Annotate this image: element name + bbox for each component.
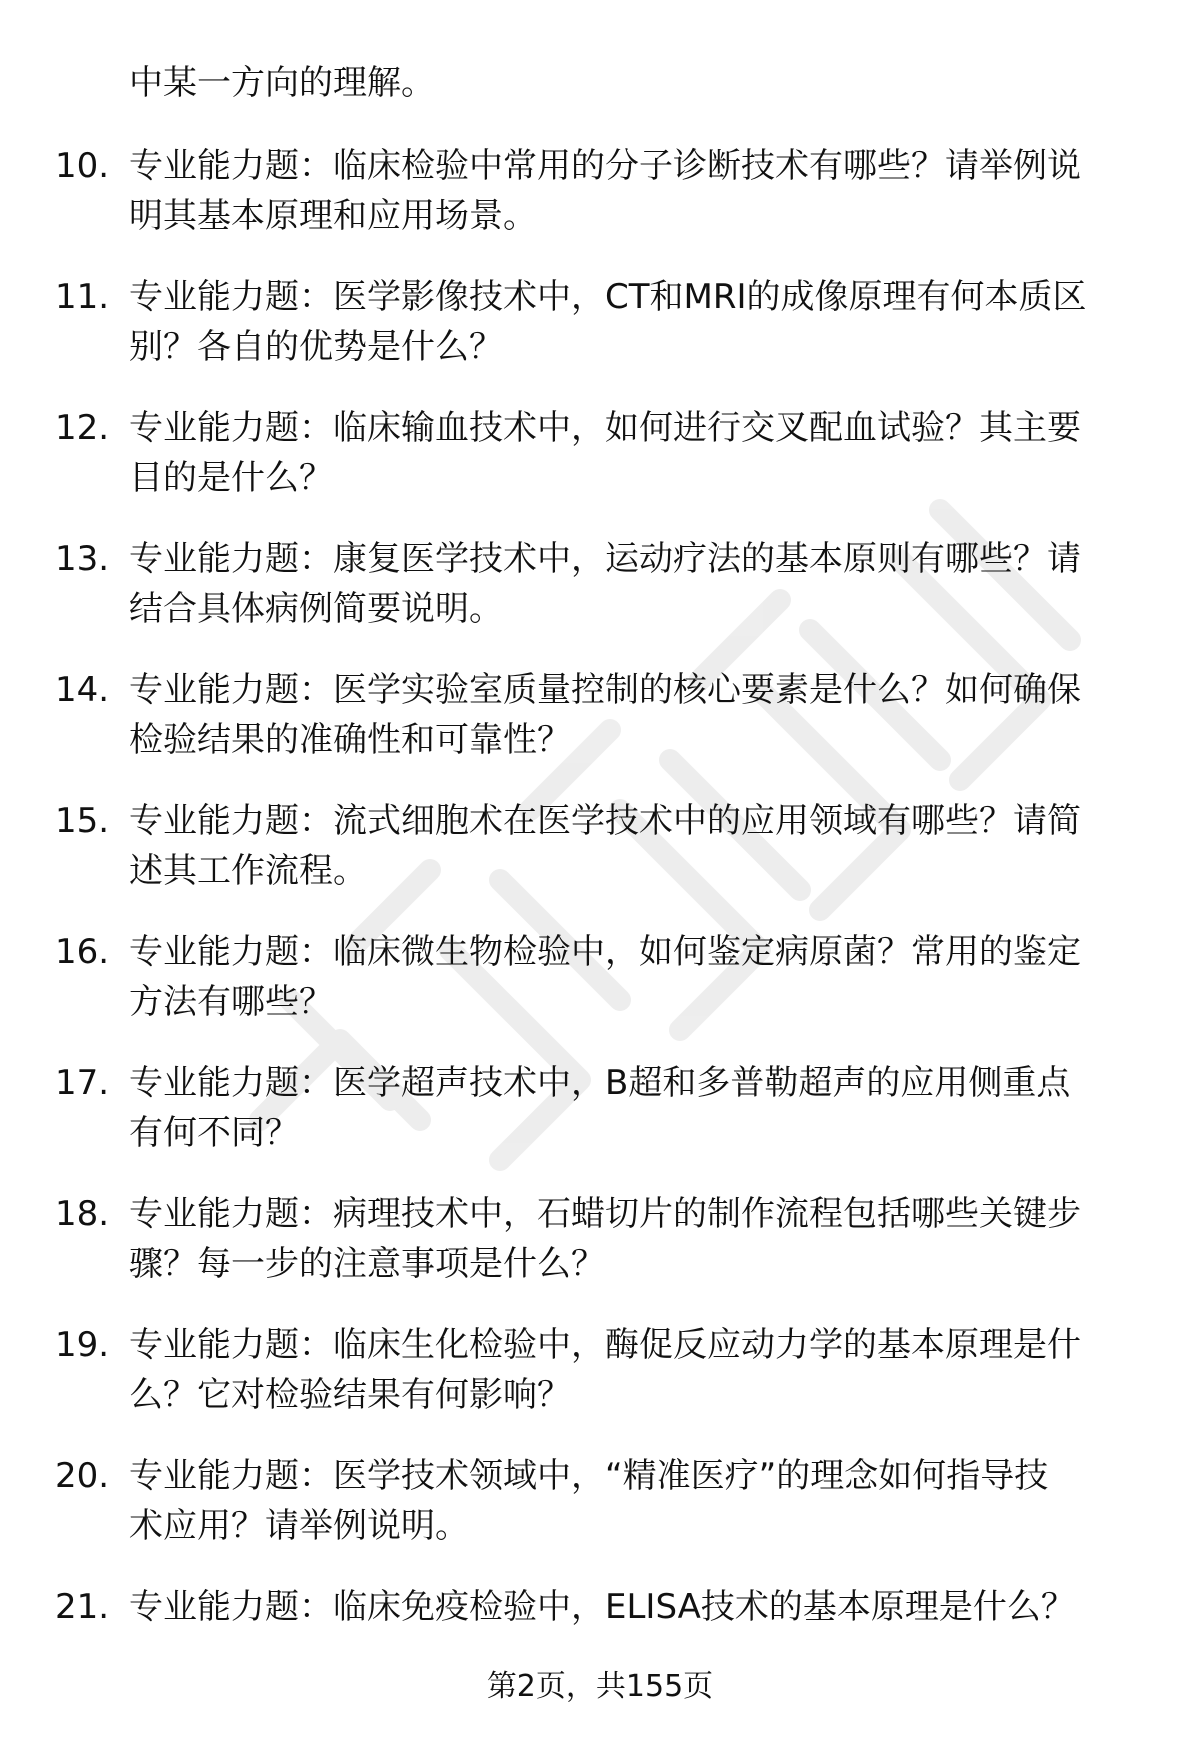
question-line: 专业能力题：医学超声技术中，B超和多普勒超声的应用侧重点 bbox=[129, 1063, 1071, 1103]
question-line: 专业能力题：康复医学技术中，运动疗法的基本原则有哪些？请 bbox=[129, 539, 1081, 579]
question-line: 骤？每一步的注意事项是什么？ bbox=[129, 1244, 605, 1284]
question-number: 10. bbox=[55, 146, 110, 186]
question-text bbox=[129, 1189, 1154, 1289]
question-line: 有何不同？ bbox=[129, 1113, 299, 1153]
question-line: 么？它对检验结果有何影响？ bbox=[129, 1375, 571, 1415]
question-number: 11. bbox=[55, 277, 110, 317]
question-text bbox=[129, 141, 1154, 241]
question-list bbox=[0, 141, 1200, 1713]
question-text bbox=[129, 1058, 1154, 1158]
question-text bbox=[129, 403, 1154, 503]
list-item bbox=[0, 927, 1200, 1058]
list-item bbox=[0, 534, 1200, 665]
list-item bbox=[0, 272, 1200, 403]
question-text bbox=[129, 796, 1154, 896]
question-line: 专业能力题：临床免疫检验中，ELISA技术的基本原理是什么？ bbox=[129, 1587, 1075, 1627]
question-line: 专业能力题：医学技术领域中，“精准医疗”的理念如何指导技 bbox=[129, 1456, 1049, 1496]
question-line: 方法有哪些？ bbox=[129, 982, 333, 1022]
list-item bbox=[0, 403, 1200, 534]
question-line: 术应用？请举例说明。 bbox=[129, 1506, 469, 1546]
question-number: 21. bbox=[55, 1587, 110, 1627]
question-line: 专业能力题：病理技术中，石蜡切片的制作流程包括哪些关键步 bbox=[129, 1194, 1081, 1234]
question-line: 专业能力题：医学实验室质量控制的核心要素是什么？如何确保 bbox=[129, 670, 1081, 710]
question-text bbox=[129, 534, 1154, 634]
question-number: 14. bbox=[55, 670, 110, 710]
list-item bbox=[0, 1320, 1200, 1451]
question-line: 明其基本原理和应用场景。 bbox=[129, 196, 537, 236]
question-number: 18. bbox=[55, 1194, 110, 1234]
question-line: 目的是什么？ bbox=[129, 458, 333, 498]
list-item bbox=[0, 1189, 1200, 1320]
question-number: 16. bbox=[55, 932, 110, 972]
list-item bbox=[0, 141, 1200, 272]
question-line: 专业能力题：临床输血技术中，如何进行交叉配血试验？其主要 bbox=[129, 408, 1081, 448]
question-line: 检验结果的准确性和可靠性？ bbox=[129, 720, 571, 760]
question-line: 专业能力题：临床检验中常用的分子诊断技术有哪些？请举例说 bbox=[129, 146, 1081, 186]
page-number-footer: 第2页，共155页 bbox=[486, 1669, 714, 1704]
question-number: 17. bbox=[55, 1063, 110, 1103]
continued-text-line: 中某一方向的理解。 bbox=[129, 63, 435, 103]
question-number: 20. bbox=[55, 1456, 110, 1496]
question-text bbox=[129, 1320, 1154, 1420]
question-number: 13. bbox=[55, 539, 110, 579]
list-item bbox=[0, 1058, 1200, 1189]
question-text bbox=[129, 665, 1154, 765]
question-line: 专业能力题：流式细胞术在医学技术中的应用领域有哪些？请简 bbox=[129, 801, 1081, 841]
question-line: 述其工作流程。 bbox=[129, 851, 367, 891]
question-line: 专业能力题：医学影像技术中，CT和MRI的成像原理有何本质区 bbox=[129, 277, 1087, 317]
question-number: 15. bbox=[55, 801, 110, 841]
question-text bbox=[129, 927, 1154, 1027]
question-line: 别？各自的优势是什么？ bbox=[129, 327, 503, 367]
question-line: 专业能力题：临床微生物检验中，如何鉴定病原菌？常用的鉴定 bbox=[129, 932, 1081, 972]
question-line: 专业能力题：临床生化检验中，酶促反应动力学的基本原理是什 bbox=[129, 1325, 1081, 1365]
list-item bbox=[0, 1451, 1200, 1582]
list-item bbox=[0, 796, 1200, 927]
question-text bbox=[129, 1451, 1154, 1551]
list-item bbox=[0, 665, 1200, 796]
question-text bbox=[129, 1582, 1154, 1632]
question-number: 19. bbox=[55, 1325, 110, 1365]
question-text bbox=[129, 272, 1154, 372]
question-line: 结合具体病例简要说明。 bbox=[129, 589, 503, 629]
question-number: 12. bbox=[55, 408, 110, 448]
